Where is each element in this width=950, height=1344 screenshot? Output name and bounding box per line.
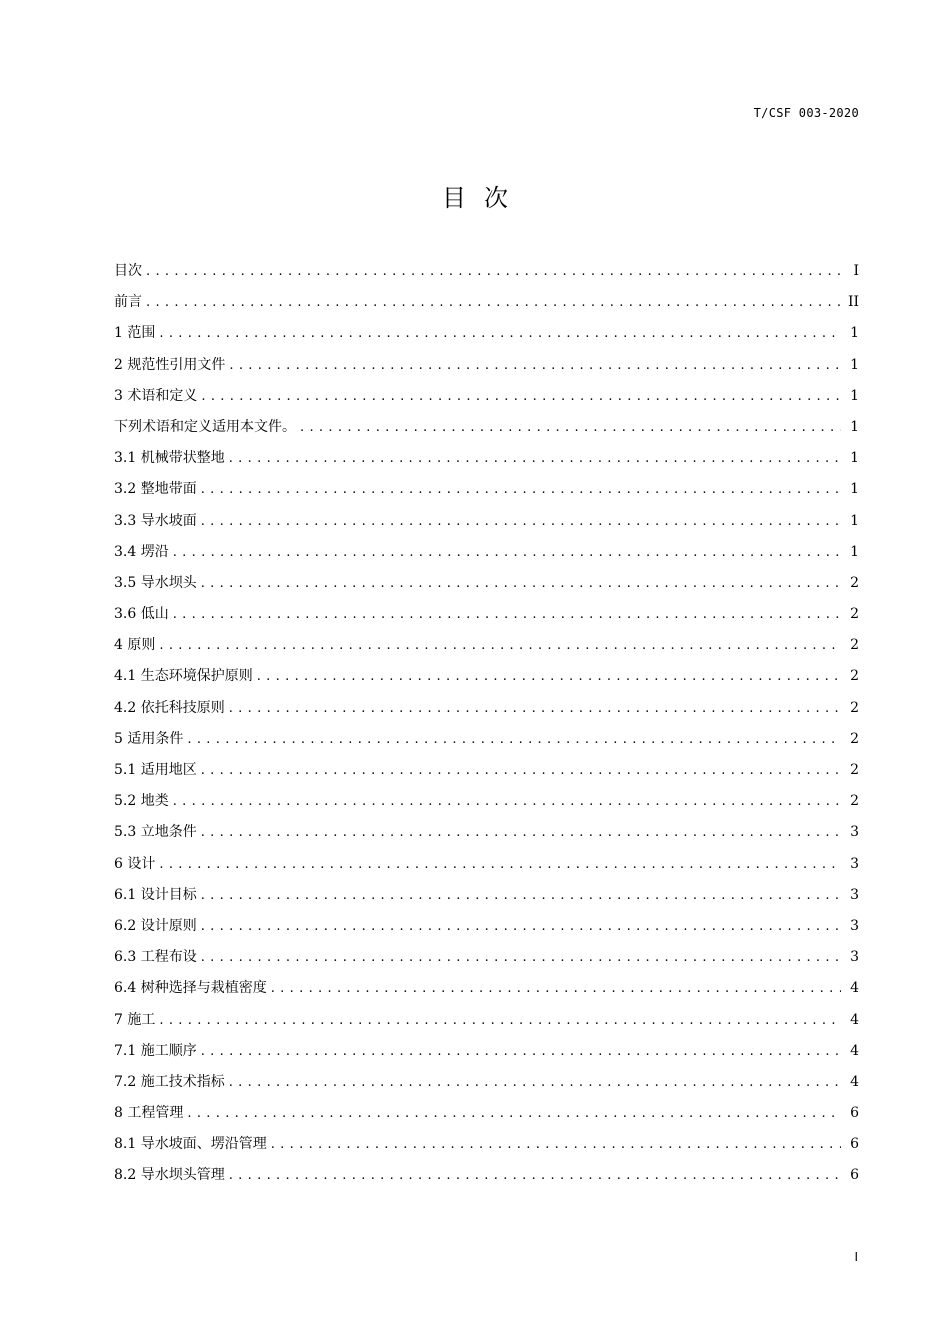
toc-entry-label: 6.3 工程布设 bbox=[114, 949, 197, 966]
toc-entry-label: 7.2 施工技术指标 bbox=[114, 1073, 225, 1090]
toc-entry[interactable] bbox=[114, 318, 859, 349]
toc-entry-label: 6.1 设计目标 bbox=[114, 886, 197, 903]
toc-leader-dots bbox=[229, 350, 841, 381]
toc-leader-dots bbox=[229, 443, 841, 474]
toc-entry-label: 3 术语和定义 bbox=[114, 387, 198, 404]
toc-leader-dots bbox=[201, 381, 841, 412]
toc-entry[interactable] bbox=[114, 599, 859, 630]
toc-leader-dots bbox=[159, 630, 841, 661]
toc-entry-page: 1 bbox=[850, 418, 859, 435]
toc-leader-dots bbox=[201, 1036, 841, 1067]
toc-entry[interactable] bbox=[114, 1098, 859, 1129]
toc-leader-dots bbox=[201, 506, 841, 537]
toc-leader-dots bbox=[187, 724, 841, 755]
toc-leader-dots bbox=[173, 599, 841, 630]
page-title: 目次 bbox=[442, 184, 526, 212]
toc-entry-page: II bbox=[847, 294, 859, 311]
toc-entry[interactable] bbox=[114, 1160, 859, 1191]
toc-entry[interactable] bbox=[114, 412, 859, 443]
toc-entry-page: 1 bbox=[850, 356, 859, 373]
toc-leader-dots bbox=[201, 880, 841, 911]
toc-entry-page: 1 bbox=[850, 325, 859, 342]
toc-entry[interactable] bbox=[114, 1067, 859, 1098]
toc-entry[interactable] bbox=[114, 443, 859, 474]
toc-entry[interactable] bbox=[114, 973, 859, 1004]
toc-leader-dots bbox=[159, 849, 841, 880]
toc-entry[interactable] bbox=[114, 568, 859, 599]
toc-entry-label: 5.2 地类 bbox=[114, 793, 169, 810]
toc-entry-label: 4.2 依托科技原则 bbox=[114, 699, 225, 716]
toc-leader-dots bbox=[229, 693, 841, 724]
toc-entry[interactable] bbox=[114, 287, 859, 318]
toc-leader-dots bbox=[187, 1098, 841, 1129]
toc-entry-page: 1 bbox=[850, 481, 859, 498]
toc-entry-page: 4 bbox=[850, 1042, 859, 1059]
toc-leader-dots bbox=[201, 755, 841, 786]
toc-entry-label: 3.2 整地带面 bbox=[114, 481, 197, 498]
toc-entry[interactable] bbox=[114, 1005, 859, 1036]
toc-entry-page: 3 bbox=[850, 886, 859, 903]
toc-entry-page: 3 bbox=[850, 949, 859, 966]
toc-entry-page: 2 bbox=[850, 574, 859, 591]
toc-entry[interactable] bbox=[114, 537, 859, 568]
toc-entry-page: I bbox=[853, 263, 859, 279]
toc-entry-label: 5.1 适用地区 bbox=[114, 762, 197, 778]
toc-entry[interactable] bbox=[114, 350, 859, 381]
toc-entry-label: 5.3 立地条件 bbox=[114, 824, 197, 841]
toc-entry[interactable] bbox=[114, 693, 859, 724]
toc-entry[interactable] bbox=[114, 474, 859, 505]
toc-entry-page: 2 bbox=[850, 793, 859, 810]
toc-entry-page: 1 bbox=[850, 450, 859, 467]
toc-entry-page: 3 bbox=[850, 917, 859, 934]
toc-entry-page: 2 bbox=[850, 606, 859, 623]
toc-entry[interactable] bbox=[114, 506, 859, 537]
toc-entry-page: 6 bbox=[850, 1105, 859, 1122]
toc-leader-dots bbox=[300, 412, 841, 443]
toc-entry-label: 3.6 低山 bbox=[114, 606, 169, 623]
toc-entry[interactable] bbox=[114, 911, 859, 942]
page-number: I bbox=[854, 1250, 858, 1264]
toc-entry-label: 3.3 导水坡面 bbox=[114, 512, 197, 529]
toc-entry-label: 7 施工 bbox=[114, 1011, 156, 1028]
toc-entry-label: 目次 bbox=[114, 263, 142, 279]
toc-leader-dots bbox=[159, 318, 841, 349]
toc-entry[interactable] bbox=[114, 381, 859, 412]
toc-entry-page: 6 bbox=[850, 1136, 859, 1153]
toc-leader-dots bbox=[201, 817, 841, 848]
toc-entry[interactable] bbox=[114, 256, 859, 287]
toc-leader-dots bbox=[173, 537, 841, 568]
toc-entry-page: 2 bbox=[850, 637, 859, 654]
toc-entry[interactable] bbox=[114, 724, 859, 755]
toc-leader-dots bbox=[173, 786, 841, 817]
toc-entry-page: 3 bbox=[850, 855, 859, 872]
toc-entry-label: 6 设计 bbox=[114, 855, 156, 872]
toc-entry[interactable] bbox=[114, 1036, 859, 1067]
toc-entry-page: 4 bbox=[850, 980, 859, 997]
toc-leader-dots bbox=[257, 661, 841, 692]
document-code: T/CSF 003-2020 bbox=[753, 106, 859, 120]
toc-entry-page: 2 bbox=[850, 730, 859, 747]
toc-entry-label: 5 适用条件 bbox=[114, 730, 184, 747]
toc-leader-dots bbox=[271, 973, 841, 1004]
toc-entry-page: 1 bbox=[850, 512, 859, 529]
toc-leader-dots bbox=[201, 911, 841, 942]
toc-entry[interactable] bbox=[114, 817, 859, 848]
toc-entry-label: 下列术语和定义适用本文件。 bbox=[114, 418, 296, 435]
toc-entry-label: 6.2 设计原则 bbox=[114, 917, 197, 934]
toc-leader-dots bbox=[201, 474, 841, 505]
toc-leader-dots bbox=[201, 942, 841, 973]
toc-entry-label: 7.1 施工顺序 bbox=[114, 1042, 197, 1059]
toc-entry-label: 3.1 机械带状整地 bbox=[114, 450, 225, 467]
toc-leader-dots bbox=[146, 256, 841, 287]
toc-entry-label: 8.1 导水坡面、塄沿管理 bbox=[114, 1136, 267, 1153]
toc-entry-page: 4 bbox=[850, 1011, 859, 1028]
toc-leader-dots bbox=[271, 1129, 841, 1160]
toc-entry[interactable] bbox=[114, 1129, 859, 1160]
toc-entry-label: 1 范围 bbox=[114, 325, 156, 342]
toc-entry[interactable] bbox=[114, 786, 859, 817]
table-of-contents bbox=[114, 256, 859, 1192]
toc-entry-label: 3.5 导水坝头 bbox=[114, 574, 197, 591]
toc-entry[interactable] bbox=[114, 661, 859, 692]
toc-entry-label: 6.4 树种选择与栽植密度 bbox=[114, 980, 267, 997]
toc-entry-label: 2 规范性引用文件 bbox=[114, 356, 226, 373]
toc-entry-page: 4 bbox=[850, 1073, 859, 1090]
toc-leader-dots bbox=[146, 287, 841, 318]
toc-entry-page: 1 bbox=[850, 543, 859, 560]
toc-entry-page: 1 bbox=[850, 387, 859, 404]
toc-entry-label: 8.2 导水坝头管理 bbox=[114, 1167, 225, 1184]
toc-leader-dots bbox=[229, 1160, 841, 1191]
toc-entry-page: 3 bbox=[850, 824, 859, 841]
toc-entry-label: 8 工程管理 bbox=[114, 1105, 184, 1122]
toc-entry-page: 2 bbox=[850, 668, 859, 685]
toc-entry[interactable] bbox=[114, 630, 859, 661]
toc-leader-dots bbox=[159, 1005, 841, 1036]
toc-entry-page: 2 bbox=[850, 699, 859, 716]
toc-leader-dots bbox=[229, 1067, 841, 1098]
toc-entry[interactable] bbox=[114, 880, 859, 911]
toc-entry[interactable] bbox=[114, 755, 859, 786]
toc-leader-dots bbox=[201, 568, 841, 599]
toc-entry[interactable] bbox=[114, 942, 859, 973]
toc-entry-page: 6 bbox=[850, 1167, 859, 1184]
toc-entry-label: 前言 bbox=[114, 294, 142, 311]
toc-entry-label: 4.1 生态环境保护原则 bbox=[114, 668, 253, 685]
toc-entry-label: 3.4 塄沿 bbox=[114, 543, 169, 560]
toc-entry[interactable] bbox=[114, 849, 859, 880]
toc-entry-label: 4 原则 bbox=[114, 637, 156, 654]
toc-entry-page: 2 bbox=[850, 762, 859, 778]
